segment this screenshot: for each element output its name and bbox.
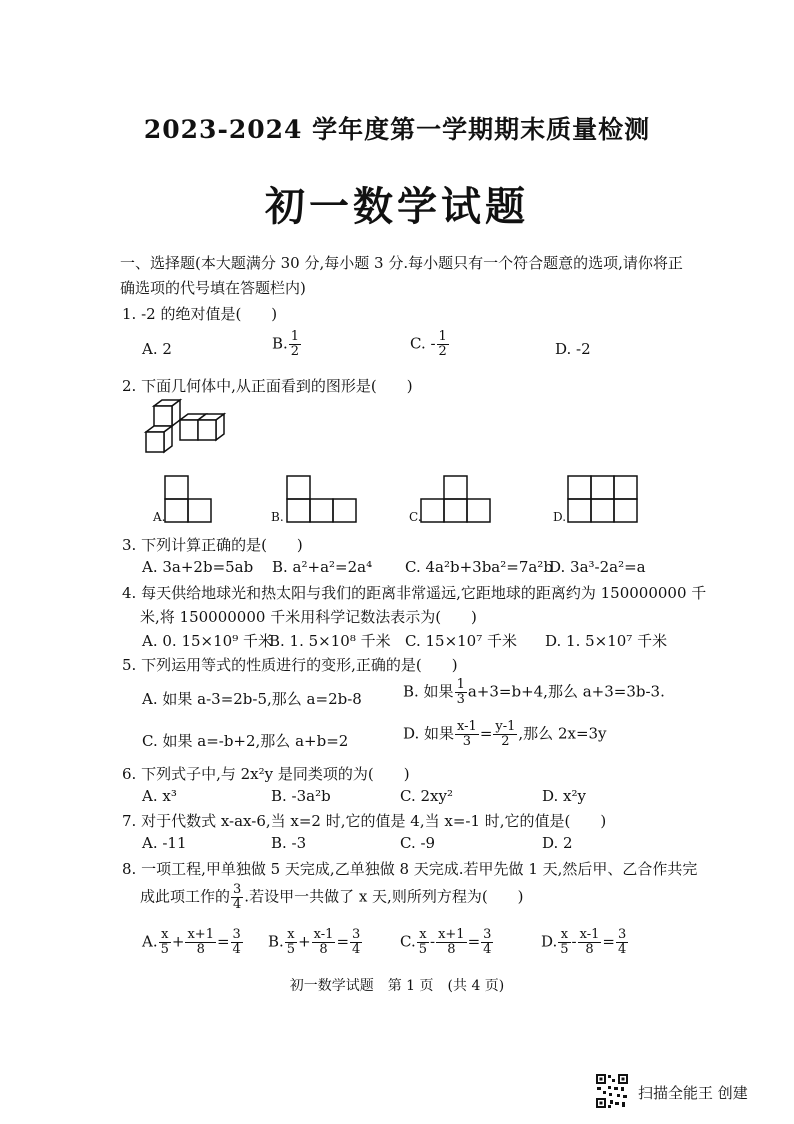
q2-option-c-figure bbox=[420, 475, 492, 523]
q2-option-a-label: A. bbox=[153, 510, 166, 524]
q4-stem-line1: 4. 每天供给地球光和热太阳与我们的距离非常遥远,它距地球的距离约为 150000000 千 bbox=[122, 584, 707, 602]
q3-option-c: C. 4a²b+3ba²=7a²b bbox=[405, 558, 553, 576]
q6-option-d: D. x²y bbox=[542, 787, 586, 805]
q3-option-b: B. a²+a²=2a⁴ bbox=[272, 558, 373, 576]
q4-option-c: C. 15×10⁷ 千米 bbox=[405, 632, 518, 650]
qr-code-icon bbox=[595, 1073, 629, 1109]
q2-option-b-label: B. bbox=[271, 510, 284, 524]
q1-option-c: C. - $\frac{1}{2}$ bbox=[410, 329, 447, 359]
q8-stem-line2: 成此项工作的 $\frac{3}{4}$ .若设甲一共做了 x 天,则所列方程为( ) bbox=[140, 882, 524, 912]
cube-solid-figure bbox=[140, 398, 235, 458]
q5-stem: 5. 下列运用等式的性质进行的变形,正确的是( ) bbox=[122, 656, 458, 674]
q6-option-b: B. -3a²b bbox=[271, 787, 331, 805]
q7-option-a: A. -11 bbox=[142, 834, 187, 852]
scanner-watermark-text: 扫描全能王 创建 bbox=[638, 1084, 748, 1102]
q1-option-d: D. -2 bbox=[555, 340, 591, 358]
q2-option-a-figure bbox=[164, 475, 214, 523]
q1-option-a: A. 2 bbox=[142, 340, 172, 358]
q2-option-d-label: D. bbox=[553, 510, 567, 524]
q7-option-d: D. 2 bbox=[542, 834, 573, 852]
q2-option-b-figure bbox=[286, 475, 358, 523]
q3-option-a: A. 3a+2b=5ab bbox=[142, 558, 254, 576]
q4-option-b: B. 1. 5×10⁸ 千米 bbox=[269, 632, 391, 650]
q8-option-a: A. $\frac{x}{5}$ + $\frac{x+1}{8}$ = $\frac{3}{4}$ bbox=[142, 927, 241, 957]
section-instruction-line1: 一、选择题(本大题满分 30 分,每小题 3 分.每小题只有一个符合题意的选项,请你将正 bbox=[120, 254, 683, 272]
subject-title: 初一数学试题 bbox=[265, 183, 529, 230]
q1-stem: 1. -2 的绝对值是( ) bbox=[122, 305, 278, 323]
q7-stem: 7. 对于代数式 x-ax-6,当 x=2 时,它的值是 4,当 x=-1 时,它的值是( ) bbox=[122, 812, 607, 830]
q5-option-b: B. 如果 $\frac{1}{3}$ a+3=b+4,那么 a+3=3b-3. bbox=[403, 677, 665, 707]
q2-option-c-label: C. bbox=[409, 510, 422, 524]
q8-option-b: B. $\frac{x}{5}$ + $\frac{x-1}{8}$ = $\frac{3}{4}$ bbox=[268, 927, 361, 957]
q3-option-d: D. 3a³-2a²=a bbox=[549, 558, 646, 576]
q8-option-c: C. $\frac{x}{5}$ - $\frac{x+1}{8}$ = $\frac{3}{4}$ bbox=[400, 927, 492, 957]
page-footer: 初一数学试题 第 1 页 (共 4 页) bbox=[289, 978, 505, 994]
q8-stem-line1: 8. 一项工程,甲单独做 5 天完成,乙单独做 8 天完成.若甲先做 1 天,然后甲、乙合作共完 bbox=[122, 860, 698, 878]
q7-option-b: B. -3 bbox=[271, 834, 307, 852]
q5-option-a: A. 如果 a-3=2b-5,那么 a=2b-8 bbox=[142, 690, 362, 708]
q6-option-a: A. x³ bbox=[142, 787, 177, 805]
q5-option-d: D. 如果 $\frac{x-1}{3}$ = $\frac{y-1}{2}$ ,那么 2x=3y bbox=[403, 719, 607, 749]
q4-option-d: D. 1. 5×10⁷ 千米 bbox=[545, 632, 668, 650]
q4-stem-line2: 米,将 150000000 千米用科学记数法表示为( ) bbox=[140, 608, 477, 626]
q1-option-b: B. $\frac{1}{2}$ bbox=[272, 329, 300, 359]
q6-option-c: C. 2xy² bbox=[400, 787, 453, 805]
q3-stem: 3. 下列计算正确的是( ) bbox=[122, 536, 303, 554]
q2-option-d-figure bbox=[567, 475, 639, 523]
q7-option-c: C. -9 bbox=[400, 834, 436, 852]
q4-option-a: A. 0. 15×10⁹ 千米 bbox=[142, 632, 273, 650]
q6-stem: 6. 下列式子中,与 2x²y 是同类项的为( ) bbox=[122, 765, 410, 783]
q5-option-c: C. 如果 a=-b+2,那么 a+b=2 bbox=[142, 732, 349, 750]
q2-stem: 2. 下面几何体中,从正面看到的图形是( ) bbox=[122, 377, 413, 395]
exam-title: 2023-2024 学年度第一学期期末质量检测 bbox=[143, 115, 651, 144]
q8-option-d: D. $\frac{x}{5}$ - $\frac{x-1}{8}$ = $\frac{3}{4}$ bbox=[541, 927, 627, 957]
section-instruction-line2: 确选项的代号填在答题栏内) bbox=[120, 279, 306, 297]
